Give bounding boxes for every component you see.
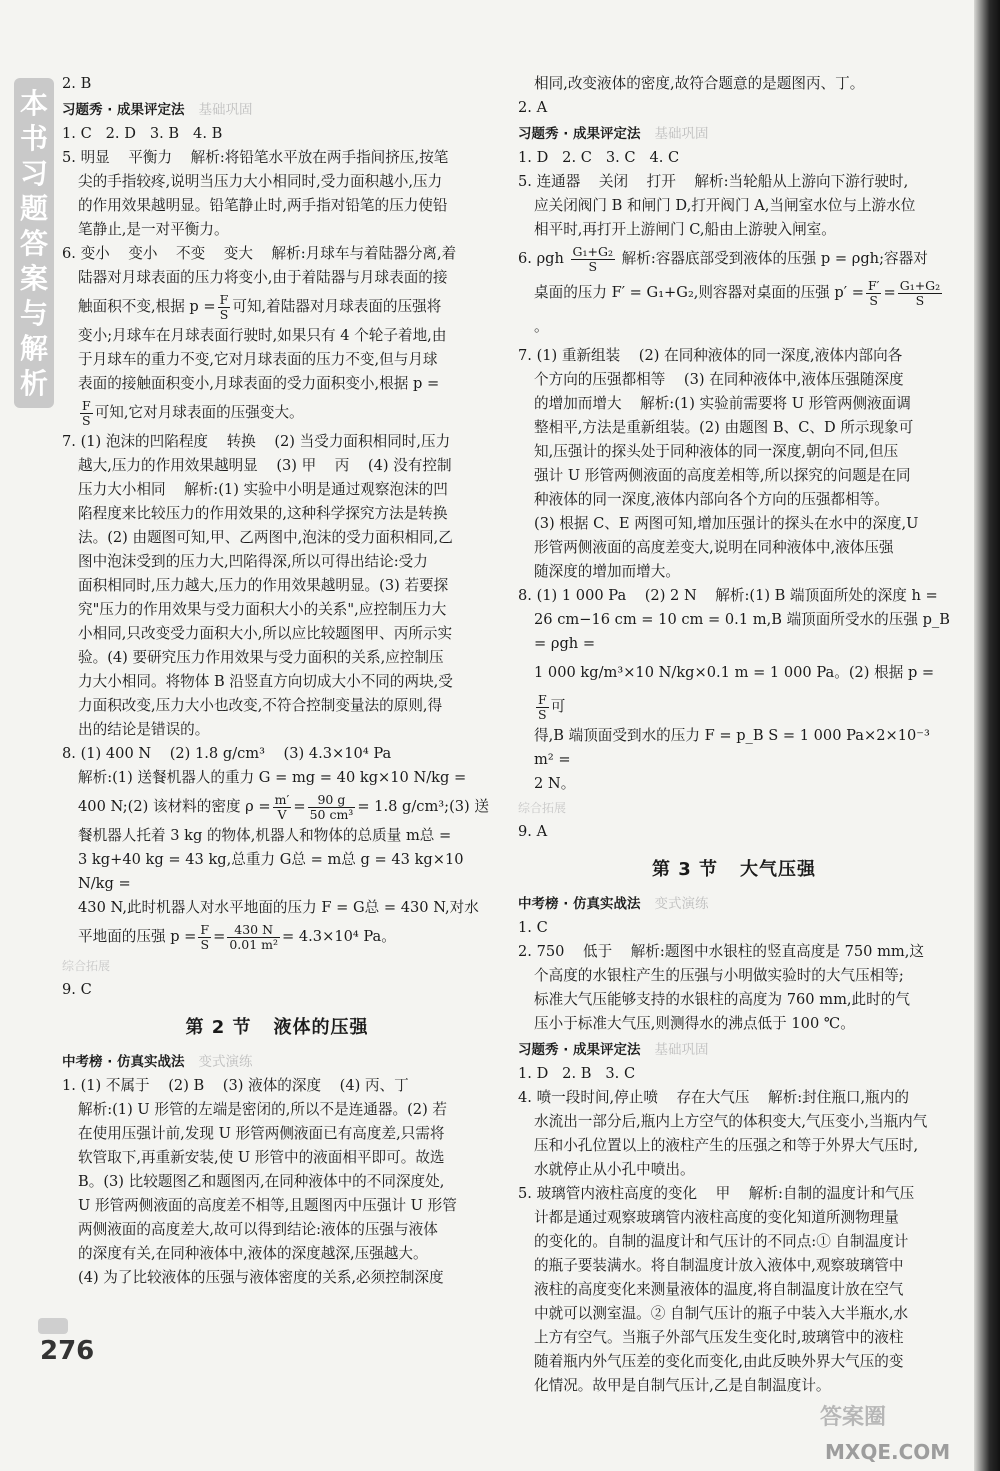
answer-line: 触面积不变,根据 p = $\frac{F}{S}$ 可知,着陆器对月球表面的压强将 (78, 291, 442, 322)
answer-line: 的作用效果越明显。铅笔静止时,两手指对铅笔的压力使铅 (78, 197, 448, 214)
answer-line: 种液体的同一深度,液体内部向各个方向的压强都相等。 (534, 491, 889, 508)
section-title: 第 2 节 液体的压强 (185, 1017, 369, 1038)
answer-line: 标准大气压能够支持的水银柱的高度为 760 mm,此时的气 (534, 991, 910, 1008)
answer-line: B。(3) 比较题图乙和题图丙,在同种液体中的不同深度处, (78, 1173, 445, 1190)
answer-line: 验。(4) 要研究压力作用效果与受力面积的关系,应控制压 (78, 649, 444, 666)
watermark-logo: 答案圈 (820, 1405, 887, 1430)
answer-line: 表面的接触面积变小,月球表面的受力面积变小,根据 p = (78, 375, 440, 392)
answer-line: 计都是通过观察玻璃管内液柱高度的变化知道所测物理量 (534, 1209, 899, 1226)
answer-line: 中就可以测室温。② 自制气压计的瓶子中装入大半瓶水,水 (534, 1305, 909, 1322)
answer-line: 的增加而增大 解析:(1) 实验前需要将 U 形管两侧液面调 (534, 395, 911, 412)
answer-line: 陷程度来比较压力的作用效果的,这种科学探究方法是转换 (78, 505, 448, 522)
answer-line: 压和小孔位置以上的液柱产生的压强之和等于外界大气压时, (534, 1137, 919, 1154)
answer-line: 1. (1) 不属于 (2) B (3) 液体的深度 (4) 丙、丁 (62, 1077, 409, 1094)
answer-line: 上方有空气。当瓶子外部气压发生变化时,玻璃管中的液柱 (534, 1329, 904, 1346)
answer-line: 8. (1) 400 N (2) 1.8 g/cm³ (3) 4.3×10⁴ Pa (62, 745, 392, 762)
faded-label: 综合拓展 (62, 959, 111, 973)
answer-line: 1. D 2. C 3. C 4. C (518, 149, 680, 166)
answer-line: 5. 明显 平衡力 解析:将铅笔水平放在两手指间挤压,按笔 (62, 149, 449, 166)
answer-line: 平地面的压强 p = $\frac{F}{S}$ = $\frac{430 N}{\text{0.01 m²}}$ = 4.3×10⁴ Pa。 (78, 921, 396, 952)
section-title: 第 3 节 大气压强 (651, 859, 817, 880)
answer-line: 个高度的水银柱产生的压强与小明做实验时的大气压相等; (534, 967, 904, 984)
answer-line: 餐机器人托着 3 kg 的物体,机器人和物体的总质量 m总 = (78, 827, 452, 844)
heading-tag: 基础巩固 (654, 1042, 709, 1058)
answer-line: 7. (1) 重新组装 (2) 在同种液体的同一深度,液体内部向各 (518, 347, 903, 364)
answer-line: 5. 连通器 关闭 打开 解析:当轮船从上游向下游行驶时, (518, 173, 909, 190)
answer-line: 7. (1) 泡沫的凹陷程度 转换 (2) 当受力面积相同时,压力 (62, 433, 451, 450)
answer-line: 出的结论是错误的。 (78, 721, 210, 738)
answer-line: 2. A (518, 99, 548, 116)
answer-line: 陆器对月球表面的压力将变小,由于着陆器与月球表面的接 (78, 269, 448, 286)
faded-label: 综合拓展 (518, 801, 567, 815)
fraction: $\frac{\text{G₁+G₂}}{S}$ (572, 243, 613, 274)
answer-line: 在使用压强计前,发现 U 形管两侧液面已有高度差,只需将 (78, 1125, 445, 1142)
page-number-deco (38, 1318, 68, 1334)
fraction: $\frac{m'}{V}$ (274, 791, 290, 822)
heading-tag: 基础巩固 (198, 102, 253, 118)
answer-line: 9. A (518, 823, 548, 840)
answer-line: (4) 为了比较液体的压强与液体密度的关系,必须控制深度 (78, 1269, 444, 1286)
fraction: $\frac{430 N}{\text{0.01 m²}}$ (229, 921, 279, 952)
fraction: $\frac{F'}{S}$ (867, 277, 880, 308)
answer-line: 5. 玻璃管内液柱高度的变化 甲 解析:自制的温度计和气压 (518, 1185, 915, 1202)
answer-line: 26 cm−16 cm = 10 cm = 0.1 m,B 端顶面所受水的压强 p_B = ρgh = (534, 611, 955, 652)
fraction: $\frac{90 g}{\text{50 cm³}}$ (309, 791, 354, 822)
answer-line: 6. 变小 变小 不变 变大 解析:月球车与着陆器分离,着 (62, 245, 457, 262)
answer-line: 面积相同时,压力越大,压力的作用效果越明显。(3) 若要探 (78, 577, 449, 594)
answer-line: 解析:(1) U 形管的左端是密闭的,所以不是连通器。(2) 若 (78, 1101, 447, 1118)
answer-line: 1. D 2. B 3. C (518, 1065, 636, 1082)
answer-line: 变小;月球车在月球表面行驶时,如果只有 4 个轮子着地,由 (78, 327, 447, 344)
heading-tag: 基础巩固 (654, 126, 709, 142)
page-edge-shadow (974, 0, 1000, 1471)
answer-line: 1 000 kg/m³×10 N/kg×0.1 m = 1 000 Pa。(2) 根据 p = $\frac{F}{S}$ 可 (534, 664, 935, 722)
answer-line: 1. C 2. D 3. B 4. B (62, 125, 223, 142)
section-heading: 习题秀 · 成果评定法 基础巩固 (62, 102, 253, 118)
answer-line: 8. (1) 1 000 Pa (2) 2 N 解析:(1) B 端顶面所处的深度 h = (518, 587, 938, 604)
section-heading: 习题秀 · 成果评定法 基础巩固 (518, 1042, 709, 1058)
heading-tag: 变式演练 (198, 1054, 253, 1070)
fraction: $\frac{\text{G₁+G₂}}{S}$ (899, 277, 941, 308)
answer-line: 液柱的高度变化来测量液体的温度,将自制温度计放在空气 (534, 1281, 904, 1298)
answer-line: 2 N。 (534, 775, 576, 792)
answer-line: 化情况。故甲是自制气压计,乙是自制温度计。 (534, 1377, 831, 1394)
answer-line: U 形管两侧液面的高度差不相等,且题图丙中压强计 U 形管 (78, 1197, 457, 1214)
answer-line: 430 N,此时机器人对水平地面的压力 F = G总 = 430 N,对水 (78, 899, 479, 916)
page-number: 276 (40, 1336, 95, 1366)
answer-line: 尖的手指较疼,说明当压力大小相同时,受力面积越小,压力 (78, 173, 443, 190)
answer-line: 相平时,再打开上游闸门 C,船由上游驶入闸室。 (534, 221, 836, 238)
answer-line: 3 kg+40 kg = 43 kg,总重力 G总 = m总 g = 43 kg×10 N/kg = (78, 851, 469, 892)
answer-line: 整相平,方法是重新组装。(2) 由题图 B、C、D 所示现象可 (534, 419, 914, 436)
answer-line: 解析:(1) 送餐机器人的重力 G = mg = 40 kg×10 N/kg = (78, 769, 467, 786)
answer-line: 形管两侧液面的高度差变大,说明在同种液体中,液体压强 (534, 539, 894, 556)
answer-line: 于月球车的重力不变,它对月球表面的压力不变,但与月球 (78, 351, 438, 368)
answer-line: 软管取下,再重新安装,使 U 形管中的液面相平即可。故选 (78, 1149, 445, 1166)
fraction: $\frac{F}{S}$ (219, 291, 229, 322)
answer-line: 强计 U 形管两侧液面的高度差相等,所以探究的问题是在同 (534, 467, 911, 484)
answer-line: 的变化的。自制的温度计和气压计的不同点:① 自制温度计 (534, 1233, 909, 1250)
answer-line: 的深度有关,在同种液体中,液体的深度越深,压强越大。 (78, 1245, 428, 1262)
answer-line: 2. 750 低于 解析:题图中水银柱的竖直高度是 750 mm,这 (518, 943, 924, 960)
answer-line: 笔静止,是一对平衡力。 (78, 221, 229, 238)
answer-line: 400 N;(2) 该材料的密度 ρ = $\frac{m'}{V}$ = $\frac{90 g}{\text{50 cm³}}$ = 1.8 g/cm³;(3) 送 (78, 791, 489, 822)
answer-line: 压力大小相同 解析:(1) 实验中小明是通过观察泡沫的凹 (78, 481, 448, 498)
answer-line: 1. C (518, 919, 548, 936)
answer-line: 越大,压力的作用效果越明显 (3) 甲 丙 (4) 没有控制 (78, 457, 452, 474)
answer-line: 水就停止从小孔中喷出。 (534, 1161, 695, 1178)
answer-line: 力面积改变,压力大小也改变,不符合控制变量法的原则,得 (78, 697, 443, 714)
answer-line: 法。(2) 由题图可知,甲、乙两图中,泡沫的受力面积相同,乙 (78, 529, 453, 546)
answer-line: 桌面的压力 F′ = G₁+G₂,则容器对桌面的压强 p′ = $\frac{F'}{S}$ = $\frac{\text{G₁+G₂}}{S}$ 。 (534, 277, 941, 335)
answer-line: 随着瓶内外气压差的变化而变化,由此反映外界大气压的变 (534, 1353, 904, 1370)
answer-line: 究"压力的作用效果与受力面积大小的关系",应控制压力大 (78, 601, 447, 618)
answer-line: $\frac{F}{S}$ 可知,它对月球表面的压强变大。 (82, 397, 304, 428)
answer-line: 9. C (62, 981, 92, 998)
answer-line: 知,压强计的探头处于同种液体的同一深度,朝向不同,但压 (534, 443, 899, 460)
answer-line: 两侧液面的高度差大,故可以得到结论:液体的压强与液体 (78, 1221, 438, 1238)
answer-line: 的瓶子要装满水。将自制温度计放入液体中,观察玻璃管中 (534, 1257, 904, 1274)
answer-line: 个方向的压强都相等 (3) 在同种液体中,液体压强随深度 (534, 371, 904, 388)
answer-line: 应关闭阀门 B 和闸门 D,打开阀门 A,当闸室水位与上游水位 (534, 197, 916, 214)
answer-line: (3) 根据 C、E 两图可知,增加压强计的探头在水中的深度,U (534, 515, 919, 532)
fraction: $\frac{F}{S}$ (538, 691, 547, 722)
answer-line: 图中泡沫受到的压力大,凹陷得深,所以可得出结论:受力 (78, 553, 428, 570)
side-tab: 本书习题答案与解析 (14, 78, 54, 408)
answer-line: 4. 喷一段时间,停止喷 存在大气压 解析:封住瓶口,瓶内的 (518, 1089, 909, 1106)
section-heading: 中考榜 · 仿真实战法 变式演练 (62, 1054, 253, 1070)
right-column (518, 72, 955, 1398)
answer-line: 水流出一部分后,瓶内上方空气的体积变大,气压变小,当瓶内气 (534, 1113, 928, 1130)
fraction: $\frac{F}{S}$ (82, 397, 91, 428)
fraction: $\frac{F}{S}$ (200, 921, 210, 952)
answer-line: 力大小相同。将物体 B 沿竖直方向切成大小不同的两块,受 (78, 673, 453, 690)
answer-line: 小相同,只改变受力面积大小,所以应比较题图甲、丙所示实 (78, 625, 453, 642)
section-heading: 中考榜 · 仿真实战法 变式演练 (518, 896, 709, 912)
section-heading: 习题秀 · 成果评定法 基础巩固 (518, 126, 709, 142)
heading-tag: 变式演练 (654, 896, 709, 912)
answer-line: 随深度的增加而增大。 (534, 563, 680, 580)
watermark-url: MXQE.COM (825, 1440, 951, 1464)
answer-line: 6. ρgh $\frac{\text{G₁+G₂}}{S}$ 解析:容器底部受到液体的压强 p = ρgh;容器对 (518, 243, 928, 274)
answer-line: 压小于标准大气压,则测得水的沸点低于 100 ℃。 (534, 1015, 855, 1032)
answer-line: 相同,改变液体的密度,故符合题意的是题图丙、丁。 (534, 75, 865, 92)
answer-line: 得,B 端顶面受到水的压力 F = p_B S = 1 000 Pa×2×10⁻³ m² = (534, 727, 935, 768)
answer-line: 2. B (62, 75, 92, 92)
left-column (62, 72, 492, 1290)
